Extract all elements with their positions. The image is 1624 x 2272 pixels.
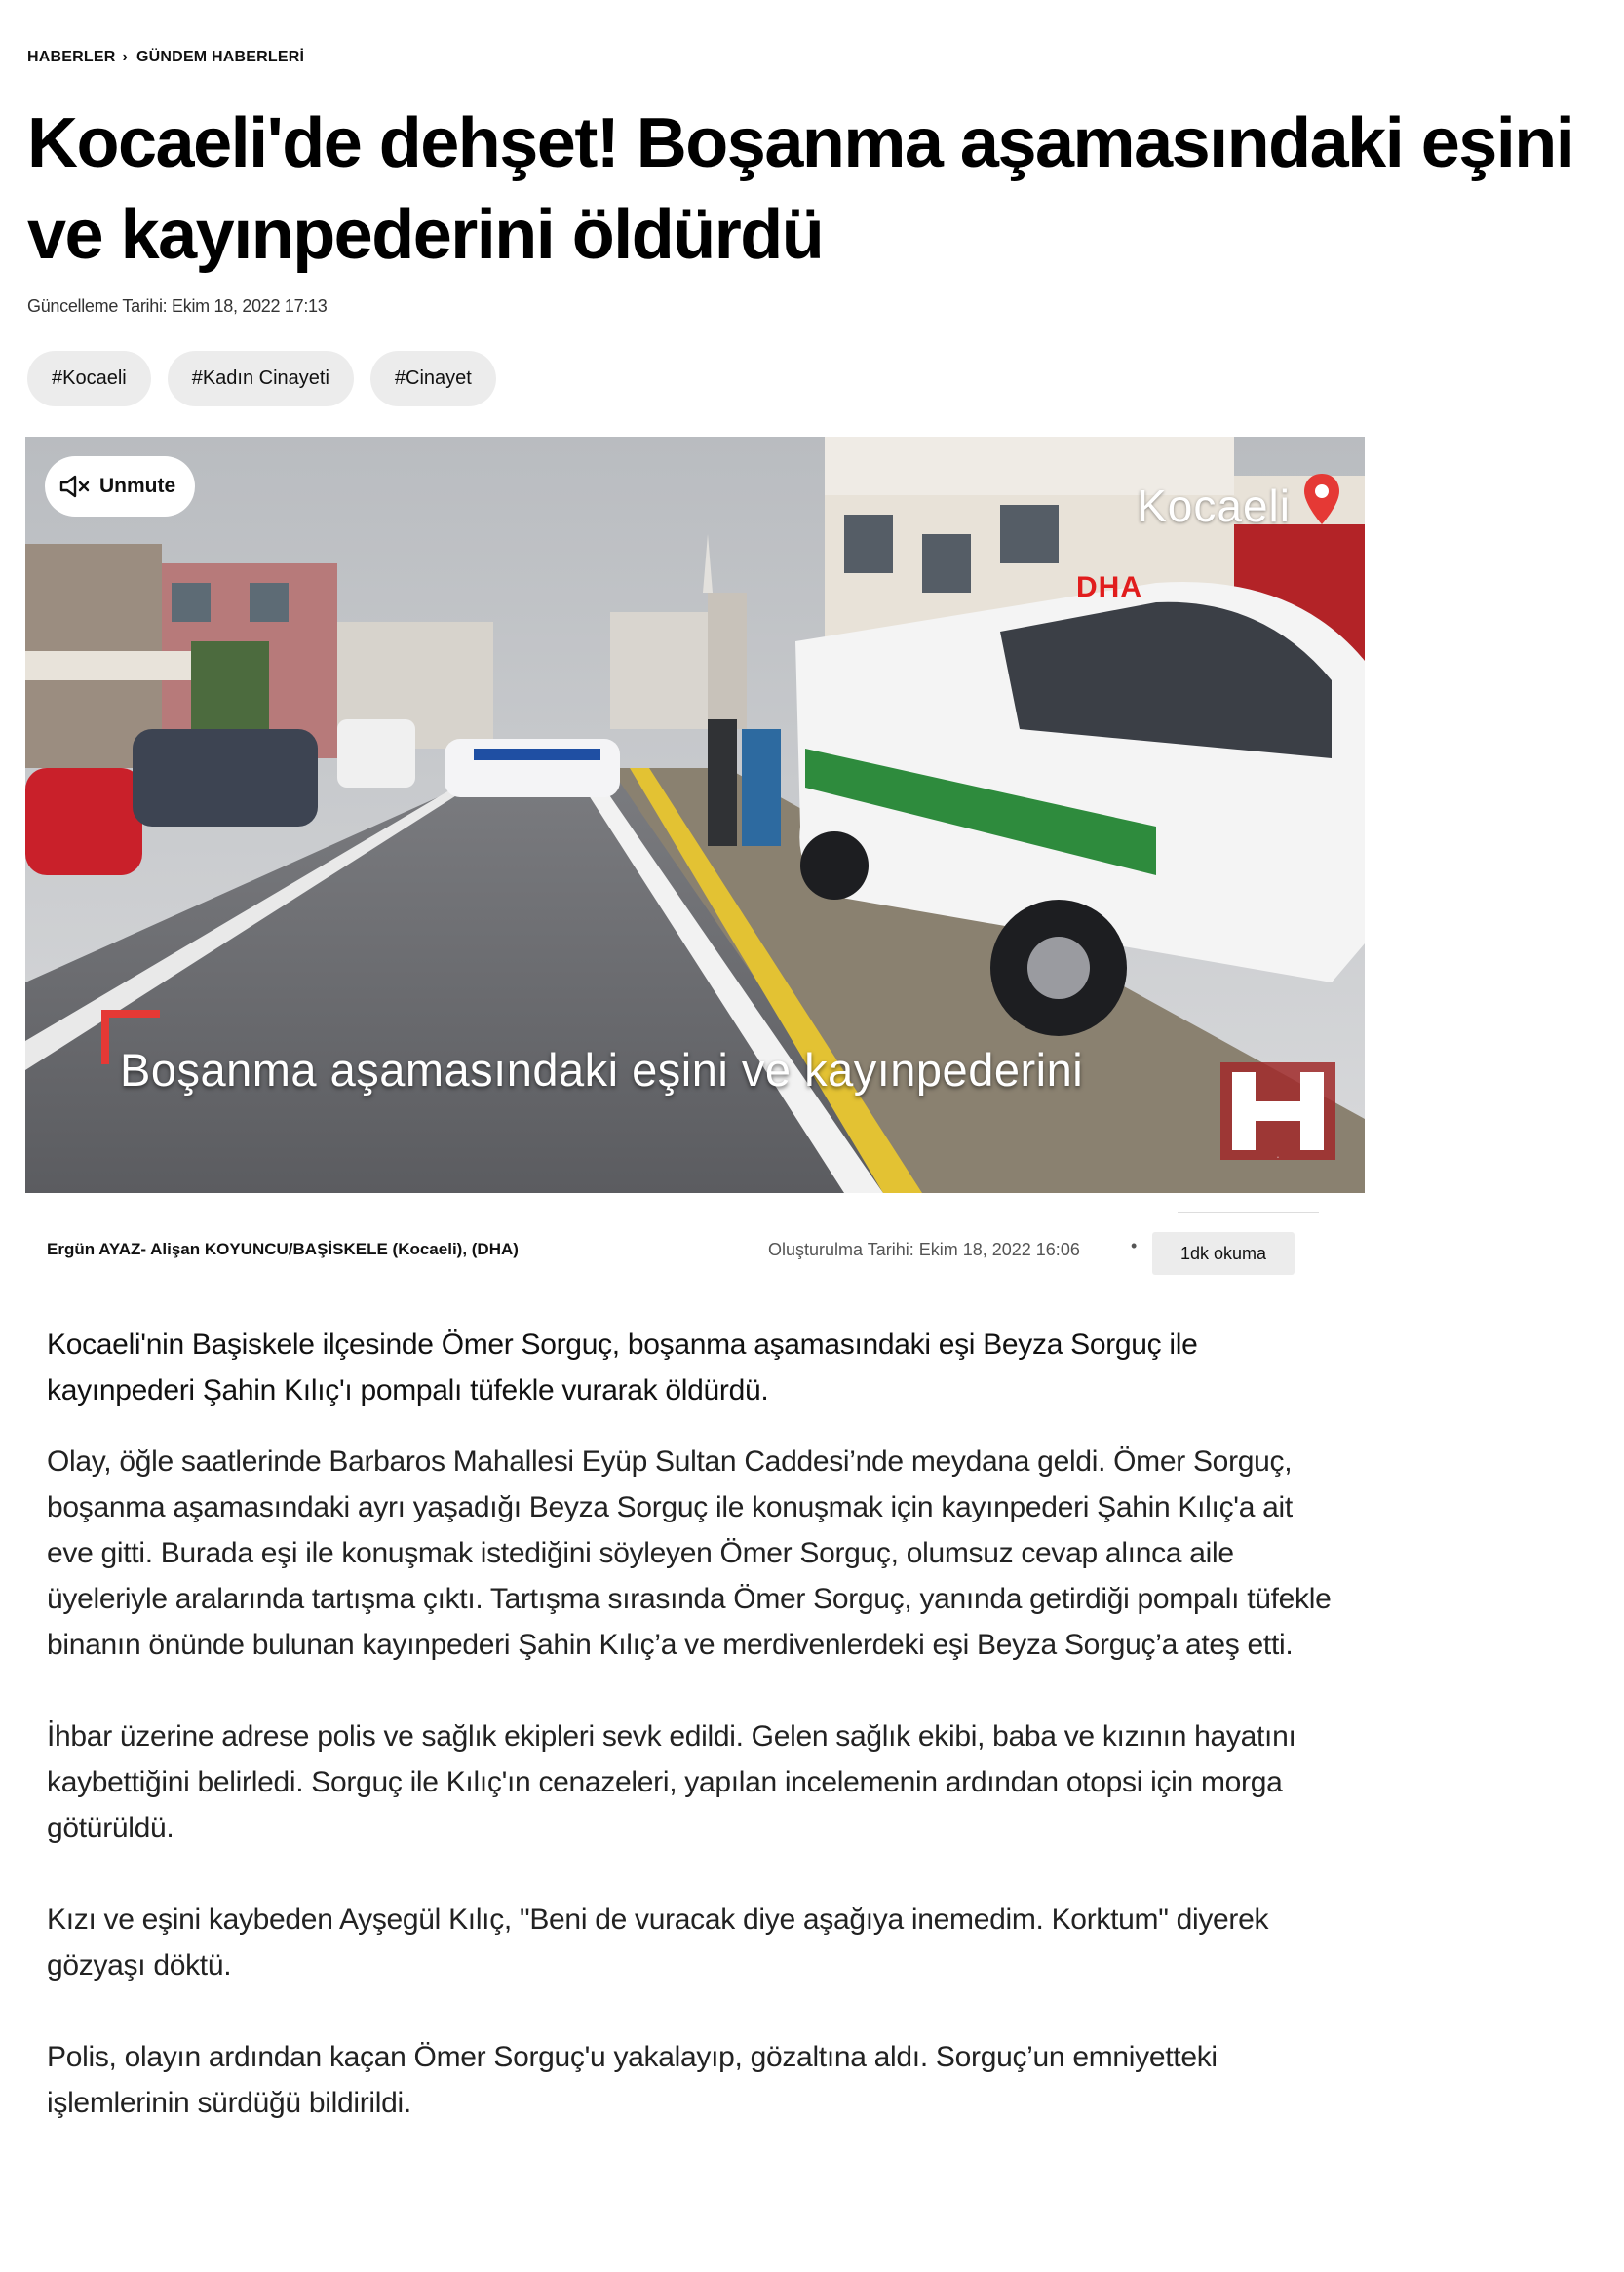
breadcrumb-haberler[interactable]: HABERLER — [27, 49, 116, 65]
article-lead: Kocaeli'nin Başiskele ilçesinde Ömer Sorguç, boşanma aşamasındaki eşi Beyza Sorguç ile kayınpederi Şahin Kılıç'ı pompalı tüfekle vurarak öldürdü. — [47, 1329, 1198, 1406]
article-paragraph: Polis, olayın ardından kaçan Ömer Sorguç'u yakalayıp, gözaltına aldı. Sorguç’un emniyetteki işlemlerinin sürdüğü bildirildi. — [47, 2041, 1218, 2119]
channel-logo — [1220, 1062, 1335, 1160]
meta-separator: • — [1131, 1236, 1138, 1255]
unmute-button[interactable] — [45, 456, 195, 517]
agency-logo: DHA — [1076, 571, 1142, 603]
created-date: Oluşturulma Tarihi: Ekim 18, 2022 16:06 — [768, 1240, 1080, 1259]
tag-kadin-cinayeti[interactable]: #Kadın Cinayeti — [168, 351, 354, 406]
video-location-label: Kocaeli — [1137, 481, 1291, 531]
channel-logo-text: H — [1277, 1157, 1279, 1159]
tag-cinayet[interactable]: #Cinayet — [370, 351, 496, 406]
article-paragraph: Kızı ve eşini kaybeden Ayşegül Kılıç, "Beni de vuracak diye aşağıya inemedim. Korktum" diyerek gözyaşı döktü. — [47, 1904, 1269, 1982]
chevron-right-icon: › — [122, 49, 129, 65]
article-paragraph: Olay, öğle saatlerinde Barbaros Mahallesi Eyüp Sultan Caddesi’nde meydana geldi. Ömer Sorguç, boşanma aşamasındaki ayrı yaşadığı Beyza Sorguç ile konuşmak için kayınpederi Şahin Kılıç'a ait eve gitti. Burada eşi ile konuşmak istediğini söyleyen Ömer Sorguç, olumsuz cevap alınca aile üyeleriyle aralarında tartışma çıktı. Tartışma sırasında Ömer Sorguç, yanında getirdiği pompalı tüfekle binanın önünde bulunan kayınpederi Şahin Kılıç’a ve merdivenlerdeki eşi Beyza Sorguç’a ateş etti. — [47, 1445, 1332, 1661]
video-caption: Boşanma aşamasındaki eşini ve kayınpederini — [120, 1044, 1084, 1096]
article-body — [47, 1322, 1334, 2172]
read-time-badge: 1dk okuma — [1152, 1232, 1295, 1275]
page-title: Kocaeli'de dehşet! Boşanma aşamasındaki eşini ve kayınpederini öldürdü — [27, 104, 1574, 274]
unmute-label: Unmute — [99, 475, 176, 497]
video-player[interactable] — [25, 437, 1365, 1193]
updated-date: Güncelleme Tarihi: Ekim 18, 2022 17:13 — [27, 296, 328, 316]
speaker-muted-icon — [58, 473, 92, 500]
divider — [1178, 1212, 1319, 1213]
tag-list — [27, 351, 496, 406]
article-paragraph: İhbar üzerine adrese polis ve sağlık ekipleri sevk edildi. Gelen sağlık ekibi, baba ve kızının hayatını kaybettiğini belirledi. Sorguç ile Kılıç'ın cenazeleri, yapılan incelemenin ardından otopsi için morga götürüldü. — [47, 1720, 1296, 1844]
breadcrumb — [27, 49, 304, 66]
breadcrumb-gundem-haberleri[interactable]: GÜNDEM HABERLERİ — [136, 49, 305, 65]
tag-kocaeli[interactable]: #Kocaeli — [27, 351, 151, 406]
article-author: Ergün AYAZ- Alişan KOYUNCU/BAŞİSKELE (Kocaeli), (DHA) — [47, 1240, 519, 1258]
map-pin-icon — [1302, 472, 1341, 526]
